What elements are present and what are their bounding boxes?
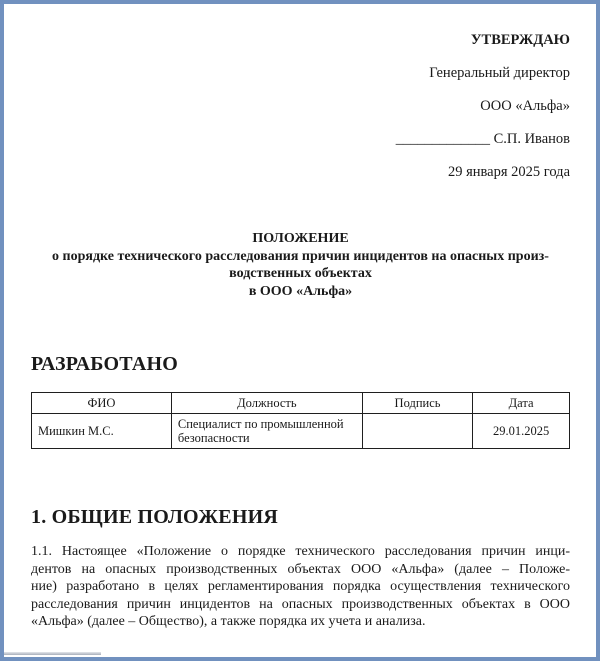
paragraph-line: 1.1. Настоящее «Положение о порядке технического расследования причин инци- (31, 544, 570, 559)
col-header-fio: ФИО (32, 393, 172, 414)
developers-table (31, 392, 570, 449)
signature-line: _____________ С.П. Иванов (395, 131, 570, 147)
cell-position: Специалист по промышленной безопасности (171, 414, 362, 449)
paragraph-line: ние) разработано в целях регламентирования порядка осуществления технического (31, 579, 570, 595)
document-title (31, 230, 570, 300)
approver-company: ООО «Альфа» (480, 98, 570, 114)
developed-heading: РАЗРАБОТАНО (31, 353, 179, 375)
title-line-3: водственных объектах (229, 266, 372, 281)
approval-date: 29 января 2025 года (447, 164, 570, 180)
title-line-2: о порядке технического расследования причин инцидентов на опасных произ- (52, 248, 549, 264)
col-header-position: Должность (171, 393, 362, 414)
title-line-1: ПОЛОЖЕНИЕ (252, 231, 349, 246)
col-header-signature: Подпись (362, 393, 472, 414)
section1-heading: 1. ОБЩИЕ ПОЛОЖЕНИЯ (31, 506, 278, 528)
section1-paragraph (31, 543, 570, 631)
paragraph-line-last: «Альфа» (далее – Общество), а также порядка их учета и анализа. (31, 614, 426, 630)
cell-signature (362, 414, 472, 449)
table-row (32, 414, 570, 449)
paragraph-line: расследования причин инцидентов на опасных производственных объектах в ООО (31, 596, 570, 612)
bottom-cutoff-line (4, 652, 101, 655)
col-header-date: Дата (473, 393, 570, 414)
cell-date: 29.01.2025 (473, 414, 570, 449)
approval-stamp-label: УТВЕРЖДАЮ (470, 32, 570, 48)
approval-block (31, 24, 570, 189)
table-header-row (32, 393, 570, 414)
title-line-4: в ООО «Альфа» (248, 283, 353, 299)
cell-fio: Мишкин М.С. (32, 414, 172, 449)
paragraph-line: дентов на опасных производственных объектах ООО «Альфа» (далее – Положе- (31, 561, 570, 577)
approver-job-title: Генеральный директор (429, 65, 570, 81)
